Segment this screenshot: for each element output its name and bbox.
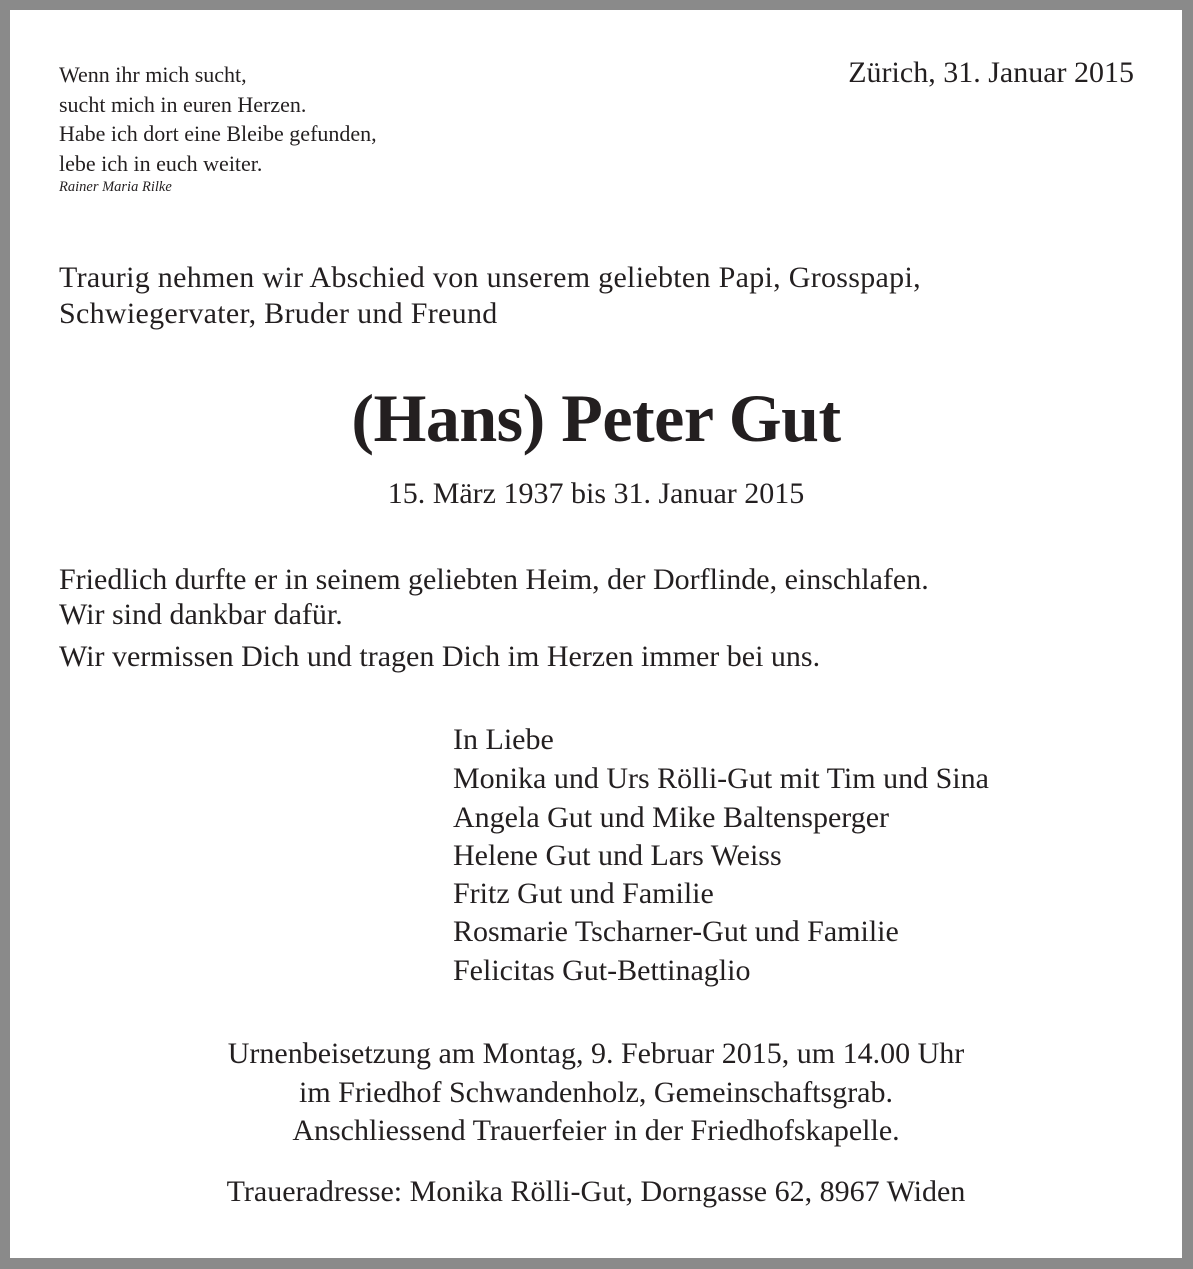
obituary-notice	[10, 10, 1182, 1258]
signer-name: Helene Gut und Lars Weiss	[453, 838, 782, 872]
poem-author: Rainer Maria Rilke	[59, 179, 172, 195]
signers-block	[453, 721, 989, 990]
ceremony-line: Anschliessend Trauerfeier in der Friedhofskapelle.	[292, 1114, 900, 1147]
poem-block	[59, 60, 377, 196]
lifespan-dates: 15. März 1937 bis 31. Januar 2015	[387, 477, 805, 510]
intro-text	[59, 260, 921, 332]
signer-name: Felicitas Gut-Bettinaglio	[453, 953, 751, 987]
poem-line: lebe ich in euch weiter.	[59, 150, 263, 176]
poem-line: Wenn ihr mich sucht,	[59, 62, 247, 87]
message-text	[59, 562, 929, 674]
poem-line: Habe ich dort eine Bleibe gefunden,	[59, 121, 377, 146]
poem-line: sucht mich in euren Herzen.	[59, 91, 307, 117]
intro-line: Schwiegervater, Bruder und Freund	[59, 297, 498, 330]
message-line: Wir sind dankbar dafür.	[59, 598, 343, 631]
message-line: Wir vermissen Dich und tragen Dich im Herzen immer bei uns.	[59, 640, 821, 673]
ceremony-line: Urnenbeisetzung am Montag, 9. Februar 2015, um 14.00 Uhr	[227, 1037, 965, 1070]
signer-name: Angela Gut und Mike Baltensperger	[453, 800, 890, 834]
ceremony-line: im Friedhof Schwandenholz, Gemeinschaftsgrab.	[298, 1075, 893, 1109]
signer-name: Monika und Urs Rölli-Gut mit Tim und Sina	[453, 762, 989, 796]
deceased-name: (Hans) Peter Gut	[351, 380, 841, 456]
message-line: Friedlich durfte er in seinem geliebten Heim, der Dorflinde, einschlafen.	[59, 563, 929, 596]
signer-name: Fritz Gut und Familie	[453, 877, 714, 911]
ceremony-info	[10, 1035, 1182, 1151]
intro-line: Traurig nehmen wir Abschied von unserem geliebten Papi, Grosspapi,	[59, 261, 921, 294]
signers-greeting: In Liebe	[453, 723, 554, 756]
place-date: Zürich, 31. Januar 2015	[848, 56, 1134, 89]
signer-name: Rosmarie Tscharner-Gut und Familie	[453, 915, 899, 949]
mourning-address: Traueradresse: Monika Rölli-Gut, Dorngasse 62, 8967 Widen	[226, 1175, 966, 1208]
